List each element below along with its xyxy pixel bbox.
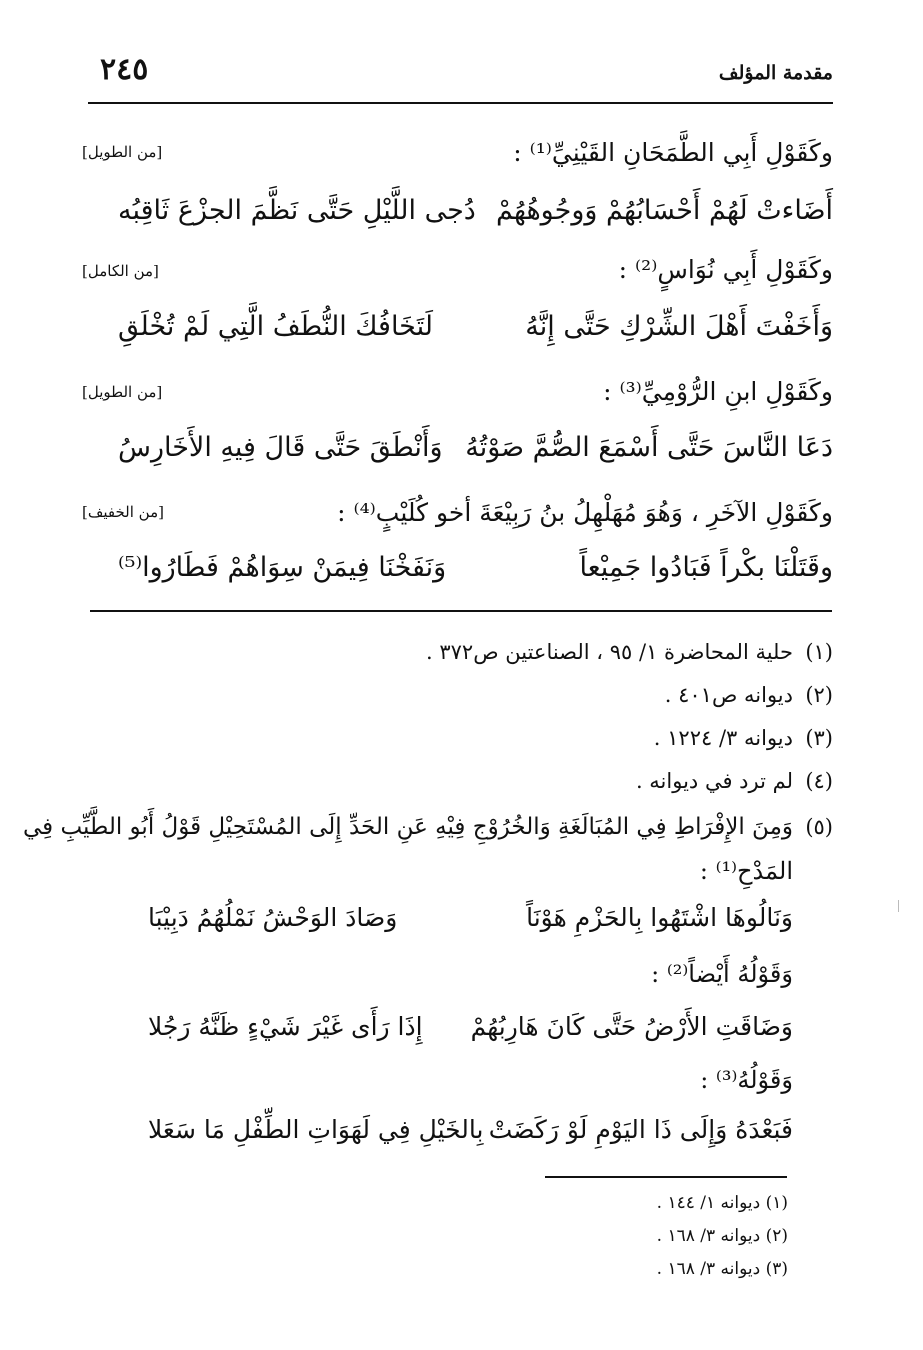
sub-footnote-2: (٢) ديوانه ٣/ ١٦٨ . xyxy=(656,1226,788,1246)
margin-mark xyxy=(898,900,899,912)
sub-footnote-3: (٣) ديوانه ٣/ ١٦٨ . xyxy=(656,1259,788,1279)
verse-3-first-hemistich: دَعَا النَّاسَ حَتَّى أَسْمَعَ الصُّمَّ صَوْتُهُ xyxy=(465,432,833,463)
footnote-5-verse-3-second: بِالخَيْلِ فِي لَهَوَاتِ الطِّفْلِ مَا سَعَلا xyxy=(148,1115,484,1144)
footnote-number: (٢) xyxy=(805,683,833,707)
footnote-5-intro-2: وَقَوْلُهُ أَيْضاً⁽²⁾ : xyxy=(651,960,793,988)
poem-intro-3: وكَقَوْلِ ابنِ الرُّوْمِيِّ⁽³⁾ : xyxy=(603,377,833,406)
verse-4-second-hemistich: وَنَفَخْنَا فِيمَنْ سِوَاهُمْ فَطَارُوا⁽⁵⁾ xyxy=(118,552,447,583)
footnote-text: لم ترد في ديوانه . xyxy=(635,769,793,793)
meter-label-3: [من الطويل] xyxy=(82,383,163,401)
footnote-number: (١) xyxy=(805,640,833,664)
footnote-5-intro-3: وَقَوْلُهُ⁽³⁾ : xyxy=(700,1066,793,1094)
verse-3-second-hemistich: وَأَنْطَقَ حَتَّى قَالَ فِيهِ الأَخَارِسُ xyxy=(118,432,443,463)
verse-1-second-hemistich: دُجى اللَّيْلِ حَتَّى نَظَّمَ الجزْعَ ثَاقِبُه xyxy=(118,195,476,226)
poem-intro-1: وكَقَوْلِ أَبِي الطَّمَحَانِ القَيْنِيِّ⁽¹⁾ : xyxy=(513,138,833,167)
footnote-4 xyxy=(636,769,833,793)
header-divider xyxy=(88,102,833,104)
sub-footnote-divider xyxy=(545,1176,787,1178)
footnote-number: (٤) xyxy=(805,769,833,793)
footnote-1 xyxy=(426,640,833,664)
footnote-text: ديوانه ٣/ ١٢٢٤ . xyxy=(653,726,793,750)
footnote-text: ديوانه ص٤٠١ . xyxy=(664,683,793,707)
footnote-5-verse-2-second: إِذَا رَأَى غَيْرَ شَيْءٍ ظَنَّهُ رَجُلا xyxy=(148,1012,423,1041)
footnote-5-verse-3-first: فَبَعْدَهُ وَإِلَى ذَا اليَوْمِ لَوْ رَكَضَتْ xyxy=(488,1115,793,1144)
footnote-divider xyxy=(90,610,832,612)
poem-intro-4: وكَقَوْلِ الآخَرِ ، وَهُوَ مُهَلْهِلُ بنُ رَبِيْعَةَ أخو كُلَيْبٍ⁽⁴⁾ : xyxy=(337,498,833,527)
footnote-5-line-2: المَدْحِ⁽¹⁾ : xyxy=(699,857,793,885)
verse-4-first-hemistich: وقَتَلْنَا بكْراً فَبَادُوا جَمِيْعاً xyxy=(579,552,833,583)
footnote-5-verse-1-first: وَنَالُوهَا اشْتَهُوا بِالحَزْمِ هَوْنَاً xyxy=(526,903,793,932)
poem-intro-2: وكَقَوْلِ أَبِي نُوَاسٍ⁽²⁾ : xyxy=(618,255,833,284)
footnote-number: (٥) xyxy=(805,815,833,839)
footnote-5-verse-1-second: وَصَادَ الوَحْشُ نَمْلُهُمُ دَبِيْبَا xyxy=(148,903,398,932)
footnote-3 xyxy=(654,726,833,750)
meter-label-1: [من الطويل] xyxy=(82,143,163,161)
footnote-text: وَمِنَ الإِفْرَاطِ فِي المُبَالَغَةِ وَالخُرُوْجِ فِيْهِ عَنِ الحَدِّ إِلَى المُسْتَحِيْلِ قَوْلُ أَبُو الطَّيِّبِ فِي xyxy=(22,814,793,840)
footnote-5-verse-2-first: وَضَاقَتِ الأَرْضُ حَتَّى كَانَ هَارِبُهُمْ xyxy=(470,1012,793,1041)
sub-footnote-1: (١) ديوانه ١/ ١٤٤ . xyxy=(656,1193,788,1213)
meter-label-4: [من الخفيف] xyxy=(82,503,164,521)
verse-1-first-hemistich: أَضَاءتْ لَهُمْ أَحْسَابُهُمْ وَوجُوهُهُمْ xyxy=(496,195,833,226)
verse-2-first-hemistich: وَأَخَفْتَ أَهْلَ الشِّرْكِ حَتَّى إِنَّهُ xyxy=(525,311,833,342)
footnote-2 xyxy=(665,683,833,707)
verse-2-second-hemistich: لَتَخَافُكَ النُّطَفُ الَّتِي لَمْ تُخْلَقِ xyxy=(118,311,433,342)
meter-label-2: [من الكامل] xyxy=(82,262,159,280)
footnote-text: حلية المحاضرة ١/ ٩٥ ، الصناعتين ص٣٧٢ . xyxy=(425,640,793,664)
footnote-number: (٣) xyxy=(805,726,833,750)
running-header-title: مقدمة المؤلف xyxy=(718,62,833,84)
footnote-5-line-1 xyxy=(23,814,833,840)
page-number: ٢٤٥ xyxy=(100,52,149,87)
